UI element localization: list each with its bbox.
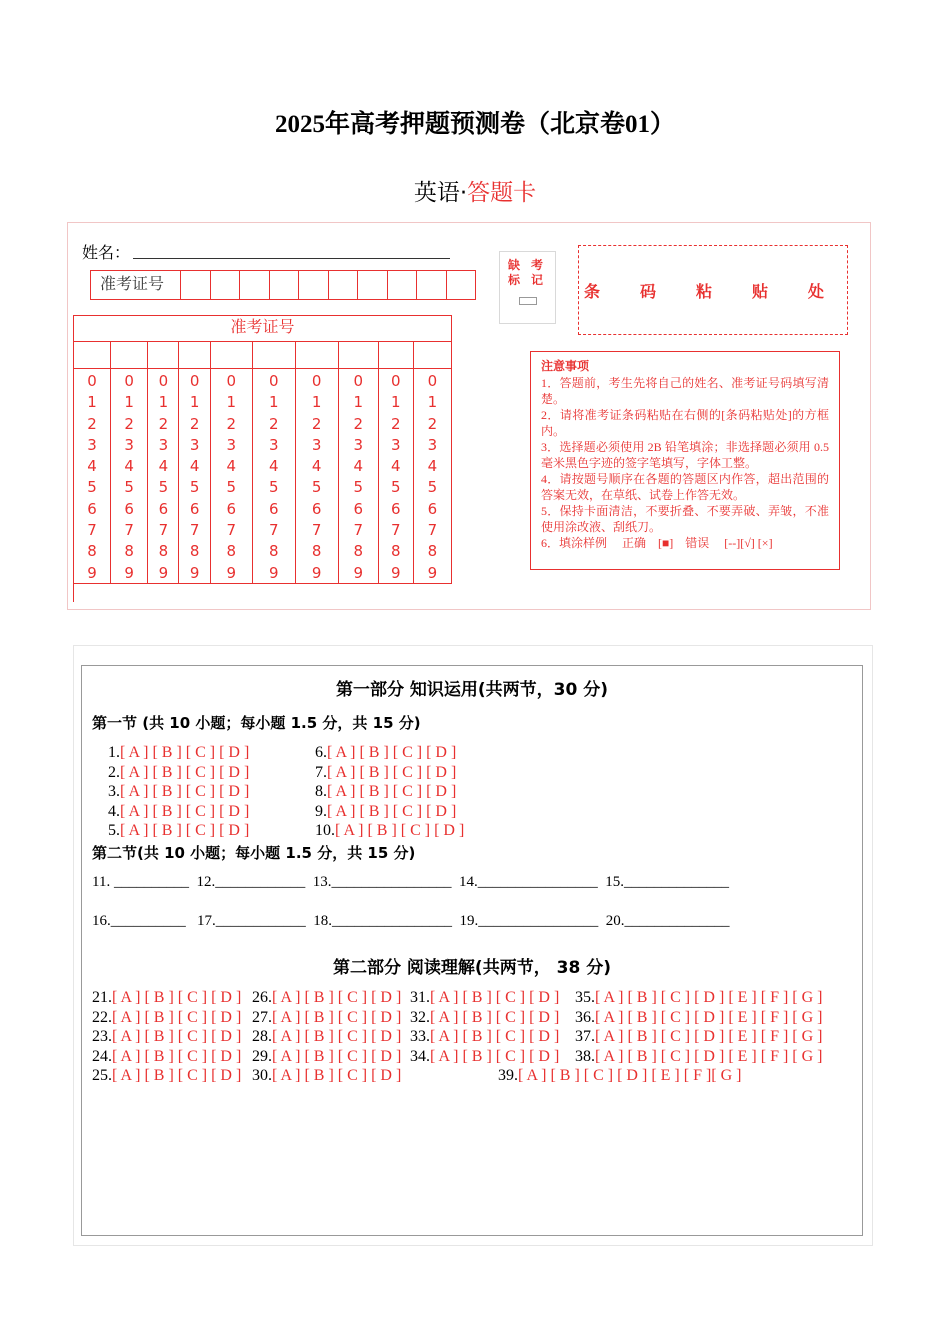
answer-options[interactable]: [ A ] [ B ] [ C ] [ D ] [120,783,250,800]
digit-bubble[interactable]: 0 [311,372,322,390]
question-row[interactable] [410,1027,559,1047]
note-item: 6．填涂样例 正确 [■] 错误 [--][√] [×] [541,536,773,550]
digit-bubble[interactable]: 4 [353,457,363,476]
digit-bubble[interactable]: 8 [158,542,169,561]
digit-bubble[interactable]: 0 [189,372,200,390]
digit-bubbles [339,369,378,584]
section1-column-1 [108,743,249,841]
digit-bubble[interactable]: 7 [391,521,401,540]
digit-bubble[interactable]: 7 [268,521,279,540]
answer-options[interactable]: [ A ] [ B ] [ C ] [ D ] [327,802,457,820]
digit-bubble[interactable]: 4 [427,457,438,476]
digit-bubble[interactable]: 4 [268,457,279,476]
digit-bubble[interactable]: 1 [427,393,438,412]
question-row[interactable] [315,763,464,783]
digit-write-cell[interactable] [111,342,147,369]
question-row[interactable] [315,802,464,822]
digit-bubble[interactable]: 6 [353,499,363,518]
digit-bubble[interactable]: 1 [189,393,200,412]
digit-bubble[interactable]: 5 [353,478,363,497]
question-number: 36. [575,1008,595,1026]
question-number: 10. [315,822,335,839]
digit-bubble[interactable]: 1 [311,393,322,412]
digit-bubble[interactable]: 2 [158,414,169,433]
note-item: 5．保持卡面清洁，不要折叠、不要弄破、弄皱，不准使用涂改液、刮纸刀。 [541,504,829,534]
answer-options[interactable]: [ A ] [ B ] [ C ] [ D ] [112,989,242,1006]
digit-column [414,342,451,584]
digit-write-cell[interactable] [379,342,413,369]
answer-row [92,988,852,1008]
question-number: 6. [315,744,327,761]
digit-bubble[interactable]: 5 [268,478,279,497]
answer-options[interactable]: [ A ] [ B ] [ C ] [ D ] [430,1008,560,1026]
answer-options[interactable]: [ A ] [ B ] [ C ] [ D ] [327,744,457,761]
digit-bubble[interactable]: 9 [311,563,322,582]
digit-bubble[interactable]: 5 [87,478,97,497]
absent-checkbox[interactable] [519,297,537,305]
digit-bubble[interactable]: 3 [353,435,363,454]
digit-column [253,342,296,584]
digit-bubble[interactable]: 0 [353,372,363,390]
digit-bubble[interactable]: 4 [226,457,237,476]
digit-bubble[interactable]: 3 [226,435,237,454]
digit-bubble[interactable]: 2 [226,414,237,433]
digit-bubble[interactable]: 5 [124,478,134,497]
exam-number-cell[interactable] [358,271,388,299]
question-row[interactable] [252,1047,401,1067]
digit-column [111,342,148,584]
digit-bubble[interactable]: 0 [226,372,237,390]
digit-bubble[interactable]: 6 [226,499,237,518]
question-number: 38. [575,1047,595,1065]
digit-bubbles [74,369,110,584]
question-number: 24. [92,1047,112,1065]
exam-number-boxes [90,270,476,300]
subtitle-subject: 英语· [413,180,468,206]
question-number: 26. [252,989,272,1006]
answer-options[interactable]: [ A ] [ B ] [ C ] [ D ] [327,763,457,781]
digit-bubble[interactable]: 8 [427,542,438,561]
digit-write-cell[interactable] [211,342,252,369]
digit-bubble[interactable]: 9 [391,563,401,582]
digit-bubbles [253,369,295,584]
answer-options[interactable]: [ A ] [ B ] [ C ] [ D ] [430,1047,560,1065]
digit-bubble[interactable]: 1 [353,393,363,412]
digit-bubbles [148,369,178,584]
digit-bubbles [179,369,209,584]
question-number: 7. [315,763,327,781]
answer-options[interactable]: [ A ] [ B ] [ C ] [ D ] [112,1047,242,1065]
digit-bubble[interactable]: 2 [353,414,363,433]
exam-number-bubble-grid [73,315,452,584]
name-label: 姓名： [82,245,131,262]
digit-bubble[interactable]: 0 [87,372,97,390]
digit-bubble[interactable]: 2 [311,414,322,433]
digit-write-cell[interactable] [74,342,110,369]
digit-bubble[interactable]: 8 [311,542,322,561]
question-row[interactable] [252,1066,401,1086]
digit-bubble[interactable]: 7 [353,521,363,540]
answer-options[interactable]: [ A ] [ B ] [ C ] [ D ] [ E ] [ F ] [ G ] [595,1028,823,1045]
digit-column [74,342,111,584]
exam-number-cell[interactable] [417,271,447,299]
question-row[interactable] [252,1027,401,1047]
answer-options[interactable]: [ A ] [ B ] [ C ] [ D ] [120,822,250,839]
exam-number-cell[interactable] [240,271,270,299]
digit-write-cell[interactable] [179,342,209,369]
question-number: 27. [252,1008,272,1026]
digit-bubble[interactable]: 6 [189,499,200,518]
digit-bubble[interactable]: 9 [268,563,279,582]
section1-title: 第一节 (共 10 小题；每小题 1.5 分，共 15 分) [92,714,421,732]
digit-bubble[interactable]: 4 [311,457,322,476]
digit-column [379,342,414,584]
page-title: 2025年高考押题预测卷（北京卷01） [274,111,675,138]
digit-bubbles [414,369,451,584]
question-number: 23. [92,1028,112,1045]
question-number: 1. [108,744,120,761]
digit-bubble[interactable]: 6 [391,499,401,518]
question-number: 25. [92,1067,112,1084]
answer-options[interactable]: [ A ] [ B ] [ C ] [ D ] [272,989,402,1006]
digit-bubble[interactable]: 9 [189,563,200,582]
digit-bubbles [296,369,338,584]
question-row[interactable] [498,1066,742,1086]
answer-options[interactable]: [ A ] [ B ] [ C ] [ D ] [112,1008,242,1026]
digit-bubble[interactable]: 3 [87,435,97,454]
question-row[interactable] [410,1047,559,1067]
digit-write-cell[interactable] [148,342,178,369]
digit-bubble[interactable]: 0 [158,372,169,390]
answer-row [92,1008,852,1028]
digit-bubble[interactable]: 8 [391,542,401,561]
question-row[interactable] [315,743,464,763]
digit-bubble[interactable]: 5 [189,478,200,497]
grid-columns [74,342,451,584]
digit-column [296,342,339,584]
answer-options[interactable]: [ A ] [ B ] [ C ] [ D ] [120,763,250,781]
question-number: 2. [108,763,120,781]
digit-bubble[interactable]: 1 [226,393,237,412]
exam-number-label: 准考证号 [91,271,181,299]
digit-bubble[interactable]: 7 [158,521,169,540]
page-subtitle [0,174,950,207]
digit-bubble[interactable]: 5 [427,478,438,497]
digit-bubble[interactable]: 5 [158,478,169,497]
digit-bubble[interactable]: 1 [87,393,97,412]
note-item: 4．请按题号顺序在各题的答题区内作答，超出范围的答案无效，在草纸、试卷上作答无效。 [541,472,829,502]
digit-bubble[interactable]: 6 [87,499,97,518]
notes-box [530,351,840,570]
digit-bubble[interactable]: 7 [226,521,237,540]
digit-column [179,342,210,584]
question-row[interactable] [92,1008,241,1028]
digit-bubble[interactable]: 5 [226,478,237,497]
digit-bubble[interactable]: 6 [311,499,322,518]
question-number: 39. [498,1067,518,1084]
digit-write-cell[interactable] [253,342,295,369]
question-number: 8. [315,783,327,800]
digit-bubble[interactable]: 9 [158,563,169,582]
digit-bubble[interactable]: 2 [391,414,401,433]
digit-bubble[interactable]: 0 [124,372,134,390]
question-row[interactable] [575,1008,823,1028]
answer-options[interactable]: [ A ] [ B ] [ C ] [ D ] [112,1067,242,1084]
digit-bubble[interactable]: 9 [226,563,237,582]
digit-bubble[interactable]: 6 [124,499,134,518]
digit-bubble[interactable]: 8 [268,542,279,561]
question-number: 21. [92,989,112,1006]
question-row[interactable] [575,1047,823,1067]
digit-bubble[interactable]: 7 [189,521,200,540]
answer-row [92,1047,852,1067]
digit-bubble[interactable]: 7 [311,521,322,540]
digit-column [148,342,179,584]
question-row[interactable] [108,821,249,841]
digit-bubbles [111,369,147,584]
answer-options[interactable]: [ A ] [ B ] [ C ] [ D ] [430,1028,560,1045]
answer-options[interactable]: [ A ] [ B ] [ C ] [ D ] [430,989,560,1006]
question-row[interactable] [252,988,401,1008]
barcode-label: 条 码 粘 贴 处 [583,283,842,301]
digit-bubble[interactable]: 2 [268,414,279,433]
question-row[interactable] [108,782,249,802]
digit-bubble[interactable]: 3 [268,435,279,454]
exam-number-cell[interactable] [388,271,418,299]
answer-options[interactable]: [ A ] [ B ] [ C ] [ D ] [272,1028,402,1045]
digit-bubble[interactable]: 8 [353,542,363,561]
digit-column [339,342,379,584]
answer-options[interactable]: [ A ] [ B ] [ C ] [ D ] [ E ] [ F ] [ G ] [595,1008,823,1026]
question-row[interactable] [575,988,823,1008]
digit-bubble[interactable]: 3 [124,435,134,454]
exam-number-cell[interactable] [299,271,329,299]
question-number: 9. [315,802,327,820]
question-row[interactable] [108,802,249,822]
digit-bubble[interactable]: 4 [158,457,169,476]
answer-row [92,1066,852,1086]
digit-write-cell[interactable] [414,342,451,369]
note-item: 2．请将准考证条码粘贴在右侧的[条码粘贴处]的方框内。 [541,408,829,438]
digit-bubble[interactable]: 0 [268,372,279,390]
note-item: 1．答题前，考生先将自己的姓名、准考证号码填写清楚。 [541,376,829,406]
digit-bubble[interactable]: 9 [124,563,134,582]
exam-number-cell[interactable] [447,271,476,299]
question-number: 30. [252,1067,272,1084]
answer-row [92,1027,852,1047]
answer-options[interactable]: [ A ] [ B ] [ C ] [ D ] [112,1028,242,1045]
question-row[interactable] [108,763,249,783]
digit-bubble[interactable]: 1 [124,393,134,412]
exam-number-cell[interactable] [270,271,300,299]
digit-bubble[interactable]: 3 [189,435,200,454]
digit-bubble[interactable]: 4 [87,457,97,476]
digit-bubble[interactable]: 1 [391,393,401,412]
part2-title: 第二部分 阅读理解(共两节， 38 分) [333,958,611,978]
digit-bubble[interactable]: 9 [87,563,97,582]
answer-options[interactable]: [ A ] [ B ] [ C ] [ D ] [327,783,457,800]
digit-bubble[interactable]: 7 [124,521,134,540]
digit-bubble[interactable]: 8 [124,542,134,561]
digit-column [211,342,253,584]
digit-bubble[interactable]: 2 [189,414,200,433]
answer-options[interactable]: [ A ] [ B ] [ C ] [ D ] [ E ] [ F ][ G ] [518,1067,742,1084]
answer-options[interactable]: [ A ] [ B ] [ C ] [ D ] [272,1067,402,1084]
question-row[interactable] [92,1047,241,1067]
digit-write-cell[interactable] [339,342,378,369]
digit-bubbles [379,369,413,584]
subtitle-answer-sheet: 答题卡 [467,180,537,206]
digit-bubble[interactable]: 4 [189,457,200,476]
question-row[interactable] [315,782,464,802]
section2-title: 第二节(共 10 小题；每小题 1.5 分，共 15 分) [92,844,416,862]
question-number: 4. [108,802,120,820]
digit-bubble[interactable]: 6 [427,499,438,518]
question-number: 35. [575,989,595,1006]
question-number: 37. [575,1028,595,1045]
part2-answer-grid [92,988,852,1086]
digit-bubble[interactable]: 2 [87,414,97,433]
question-row[interactable] [108,743,249,763]
digit-bubble[interactable]: 1 [158,393,169,412]
note-item: 3．选择题必须使用 2B 铅笔填涂；非选择题必须用 0.5 毫米黑色字迹的签字笔填写，字体工整。 [541,440,829,470]
question-number: 34. [410,1047,430,1065]
exam-number-cell[interactable] [211,271,241,299]
question-number: 3. [108,783,120,800]
digit-bubble[interactable]: 5 [311,478,322,497]
digit-bubble[interactable]: 3 [391,435,401,454]
grid-title: 准考证号 [74,316,451,342]
section1-column-2 [315,743,464,841]
part1-title: 第一部分 知识运用(共两节，30 分) [335,680,609,700]
question-number: 28. [252,1028,272,1045]
digit-bubble[interactable]: 9 [353,563,363,582]
question-row[interactable] [92,988,241,1008]
digit-bubble[interactable]: 6 [268,499,279,518]
answer-options[interactable]: [ A ] [ B ] [ C ] [ D ] [120,744,250,761]
notes-title: 注意事项 [541,359,590,373]
digit-bubble[interactable]: 5 [391,478,401,497]
digit-bubble[interactable]: 7 [87,521,97,540]
digit-bubble[interactable]: 8 [189,542,200,561]
question-number: 32. [410,1008,430,1026]
answer-options[interactable]: [ A ] [ B ] [ C ] [ D ] [272,1047,402,1065]
digit-bubble[interactable]: 6 [158,499,169,518]
digit-bubble[interactable]: 2 [427,414,438,433]
answer-options[interactable]: [ A ] [ B ] [ C ] [ D ] [335,822,465,839]
question-number: 5. [108,822,120,839]
grid-tail-line [73,584,74,602]
digit-bubble[interactable]: 0 [427,372,438,390]
exam-number-cell[interactable] [329,271,359,299]
name-input-line[interactable] [133,258,450,259]
absent-label-2: 标 记 [507,273,547,287]
digit-bubble[interactable]: 1 [268,393,279,412]
answer-options[interactable]: [ A ] [ B ] [ C ] [ D ] [272,1008,402,1026]
absent-label-1: 缺 考 [507,258,547,272]
digit-bubble[interactable]: 7 [427,521,438,540]
question-number: 31. [410,989,430,1006]
fill-blank-row-1[interactable]: 11. __________ 12.____________ 13.________________ 14.________________ 15.______________ [92,874,729,890]
question-row[interactable] [92,1066,241,1086]
digit-bubbles [211,369,252,584]
fill-blank-row-2[interactable]: 16.__________ 17.____________ 18.________________ 19.________________ 20.______________ [92,913,730,929]
question-row[interactable] [315,821,464,841]
answer-options[interactable]: [ A ] [ B ] [ C ] [ D ] [ E ] [ F ] [ G ] [595,989,823,1006]
digit-bubble[interactable]: 8 [87,542,97,561]
question-number: 29. [252,1047,272,1065]
digit-bubble[interactable]: 2 [124,414,134,433]
question-number: 22. [92,1008,112,1026]
digit-bubble[interactable]: 3 [311,435,322,454]
digit-bubble[interactable]: 9 [427,563,438,582]
absent-mark-box [499,251,556,324]
question-row[interactable] [92,1027,241,1047]
question-row[interactable] [575,1027,823,1047]
digit-bubble[interactable]: 3 [158,435,169,454]
digit-bubble[interactable]: 3 [427,435,438,454]
digit-write-cell[interactable] [296,342,338,369]
answer-options[interactable]: [ A ] [ B ] [ C ] [ D ] [ E ] [ F ] [ G ] [595,1047,823,1065]
digit-bubble[interactable]: 4 [124,457,134,476]
digit-bubble[interactable]: 8 [226,542,237,561]
question-row[interactable] [252,1008,401,1028]
barcode-area [578,245,848,335]
answer-options[interactable]: [ A ] [ B ] [ C ] [ D ] [120,802,250,820]
exam-number-cell[interactable] [181,271,211,299]
question-number: 33. [410,1028,430,1045]
question-row[interactable] [410,1008,559,1028]
question-row[interactable] [410,988,559,1008]
digit-bubble[interactable]: 0 [391,372,401,390]
digit-bubble[interactable]: 4 [391,457,401,476]
